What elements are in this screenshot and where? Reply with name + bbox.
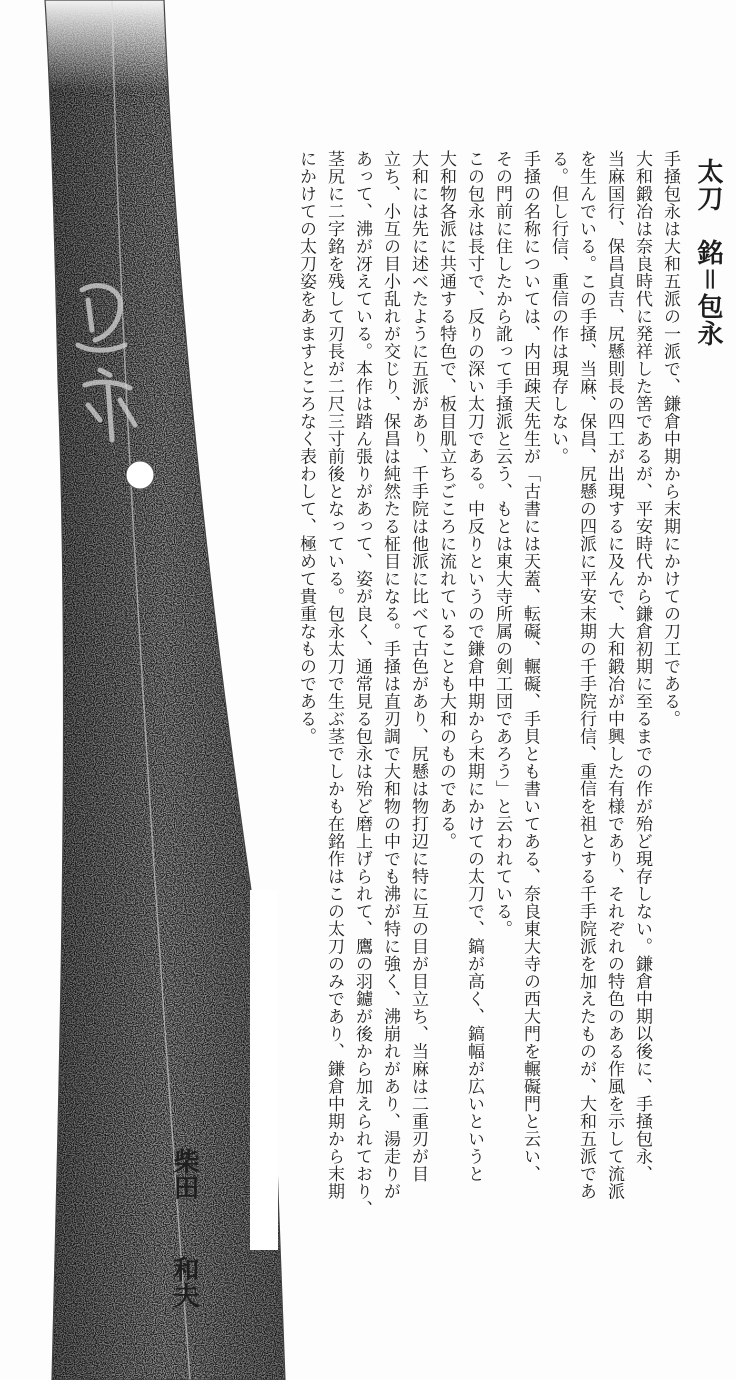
body-column: にかけての太刀姿をあますところなく表わして、極めて貴重なものである。: [296, 150, 316, 745]
body-column: この包永は長寸で、反りの深い太刀である。中反りというので鎌倉中期から末期にかけての太刀で、鎬が高く、鎬幅が広いというと: [464, 150, 484, 1183]
body-column: 大和物各派に共通する特色で、板目肌立ちごころに流れていることも大和のものである。: [436, 150, 456, 850]
author-given-name: 和夫: [169, 1256, 199, 1308]
body-column: あって、沸が冴えている。本作は踏ん張りがあって、姿が良く、通常見る包永は殆ど磨上げられて、鷹の羽鑢が後から加えられており、: [352, 150, 372, 1218]
body-column: 当麻国行、保昌貞吉、尻懸則長の四工が出現するに及んで、大和鍛冶が中興した有様であり、それぞれの特色のある作風を示して流派: [604, 150, 624, 1200]
body-column: 大和には先に述べたように五派があり、千手院は他派に比べて古色があり、尻懸は物打辺に特に互の目が目立ち、当麻は二重刃が目: [408, 150, 428, 1183]
body-column: 茎尻に二字銘を残して刃長が二尺三寸前後となっている。包永太刀で生ぶ茎でしかも在銘作はこの太刀のみであり、鎌倉中期から末期: [324, 150, 344, 1200]
article-title: 太刀 銘＝包永: [693, 158, 723, 347]
body-column: 手掻の名称については、内田疎天先生が「古書には天蓋、転礙、輾礙、手貝とも書いてある、奈良東大寺の西大門を輾礙門と云い、: [520, 150, 540, 1183]
body-column: 手掻包永は大和五派の一派で、鎌倉中期から末期にかけての刀工である。: [660, 150, 680, 728]
body-column: 立ち、小互の目小乱れが交じり、保昌は純然たる柾目になる。手掻は直刃調で大和物の中でも沸が特に強く、沸崩れがあり、湯走りが: [380, 150, 400, 1200]
body-column: る。但し行信、重信の作は現存しない。: [548, 150, 568, 465]
body-column: 大和鍛冶は奈良時代に発祥した筈であるが、平安時代から鎌倉初期に至るまでの作が殆ど現存しない。鎌倉中期以後に、手掻包永、: [632, 150, 652, 1183]
body-column: を生んでいる。この手掻、当麻、保昌、尻懸の四派に平安末期の千手院行信、重信を祖とする千手院派を加えたものが、大和五派であ: [576, 150, 596, 1200]
author-family-name: 柴田: [169, 1148, 199, 1200]
body-column: その門前に住したから訛って手掻派と云う、もとは東大寺所属の剣工団であろう」と云われている。: [492, 150, 512, 938]
